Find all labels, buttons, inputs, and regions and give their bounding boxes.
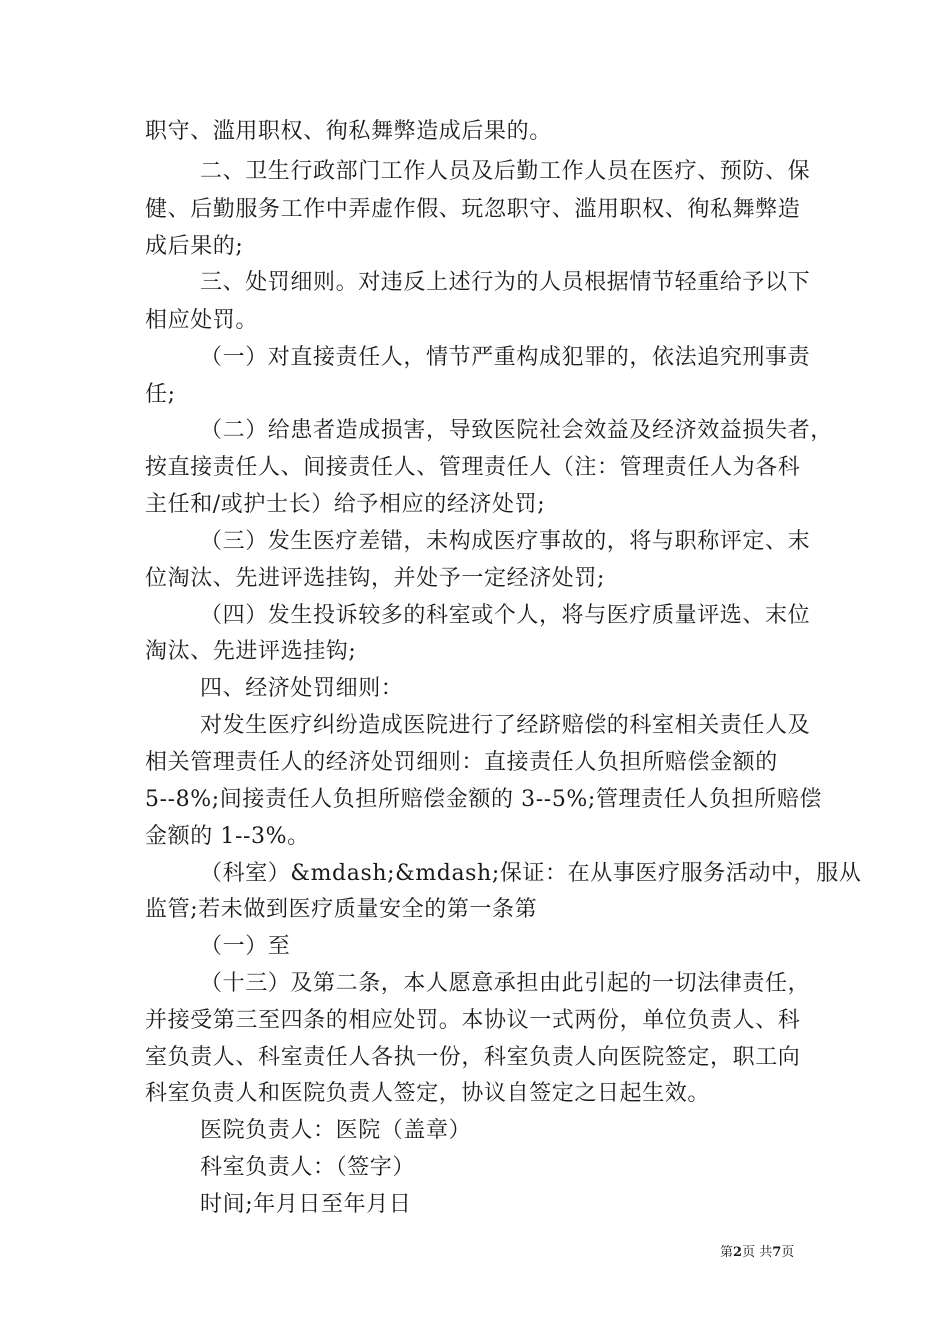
text-line: （三）发生医疗差错，未构成医疗事故的，将与职称评定、末 xyxy=(200,529,811,554)
text-line: 科室负责人：（签字） xyxy=(200,1155,416,1180)
text-line: 金额的 1--3%。 xyxy=(145,824,310,849)
text-line: 主任和/或护士长）给予相应的经济处罚; xyxy=(145,492,546,517)
text-line: 健、后勤服务工作中弄虚作假、玩忽职守、滥用职权、徇私舞弊造 xyxy=(145,197,801,222)
text-line: 成后果的; xyxy=(145,234,244,259)
text-line: 室负责人、科室责任人各执一份，科室负责人向医院签定，职工向 xyxy=(145,1045,801,1070)
text-line: 四、经济处罚细则： xyxy=(200,676,404,701)
text-line: 并接受第三至四条的相应处罚。本协议一式两份，单位负责人、科 xyxy=(145,1008,801,1033)
text-line: （四）发生投诉较多的科室或个人，将与医疗质量评选、末位 xyxy=(200,603,811,628)
footer-total-pages: 7 xyxy=(772,1245,782,1260)
page-footer xyxy=(720,1245,794,1261)
footer-middle: 页 共 xyxy=(742,1245,773,1260)
footer-prefix: 第 xyxy=(720,1245,734,1260)
text-line: 相应处罚。 xyxy=(145,308,259,333)
text-line: （一）对直接责任人，情节严重构成犯罪的，依法追究刑事责 xyxy=(200,345,811,370)
text-line: 相关管理责任人的经济处罚细则：直接责任人负担所赔偿金额的 xyxy=(145,750,778,775)
text-line: 科室负责人和医院负责人签定，协议自签定之日起生效。 xyxy=(145,1081,711,1106)
text-line: （十三）及第二条，本人愿意承担由此引起的一切法律责任， xyxy=(200,971,811,996)
footer-page-number: 2 xyxy=(733,1245,743,1260)
text-line: 任; xyxy=(145,382,176,407)
text-line: 淘汰、先进评选挂钩; xyxy=(145,639,357,664)
text-line: 按直接责任人、间接责任人、管理责任人（注：管理责任人为各科 xyxy=(145,455,801,480)
text-line: （一）至 xyxy=(200,934,291,959)
text-line: 对发生医疗纠纷造成医院进行了经跻赔偿的科室相关责任人及 xyxy=(200,713,811,738)
text-line: 职守、滥用职权、徇私舞弊造成后果的。 xyxy=(145,119,552,144)
text-line: （二）给患者造成损害，导致医院社会效益及经济效益损失者， xyxy=(200,418,833,443)
text-line: 时间;年月日至年月日 xyxy=(200,1192,412,1217)
text-line: 监管;若未做到医疗质量安全的第一条第 xyxy=(145,897,538,922)
text-line: （科室）&mdash;&mdash;保证：在从事医疗服务活动中，服从 xyxy=(200,861,862,886)
text-line: 三、处罚细则。对违反上述行为的人员根据情节轻重给予以下 xyxy=(200,270,811,295)
text-line: 位淘汰、先进评选挂钩，并处予一定经济处罚; xyxy=(145,566,606,591)
text-line: 二、卫生行政部门工作人员及后勤工作人员在医疗、预防、保 xyxy=(200,159,811,184)
footer-suffix: 页 xyxy=(781,1245,795,1260)
text-line: 5--8%;间接责任人负担所赔偿金额的 3--5%;管理责任人负担所赔偿 xyxy=(145,787,822,812)
text-line: 医院负责人：医院（盖章） xyxy=(200,1118,472,1143)
